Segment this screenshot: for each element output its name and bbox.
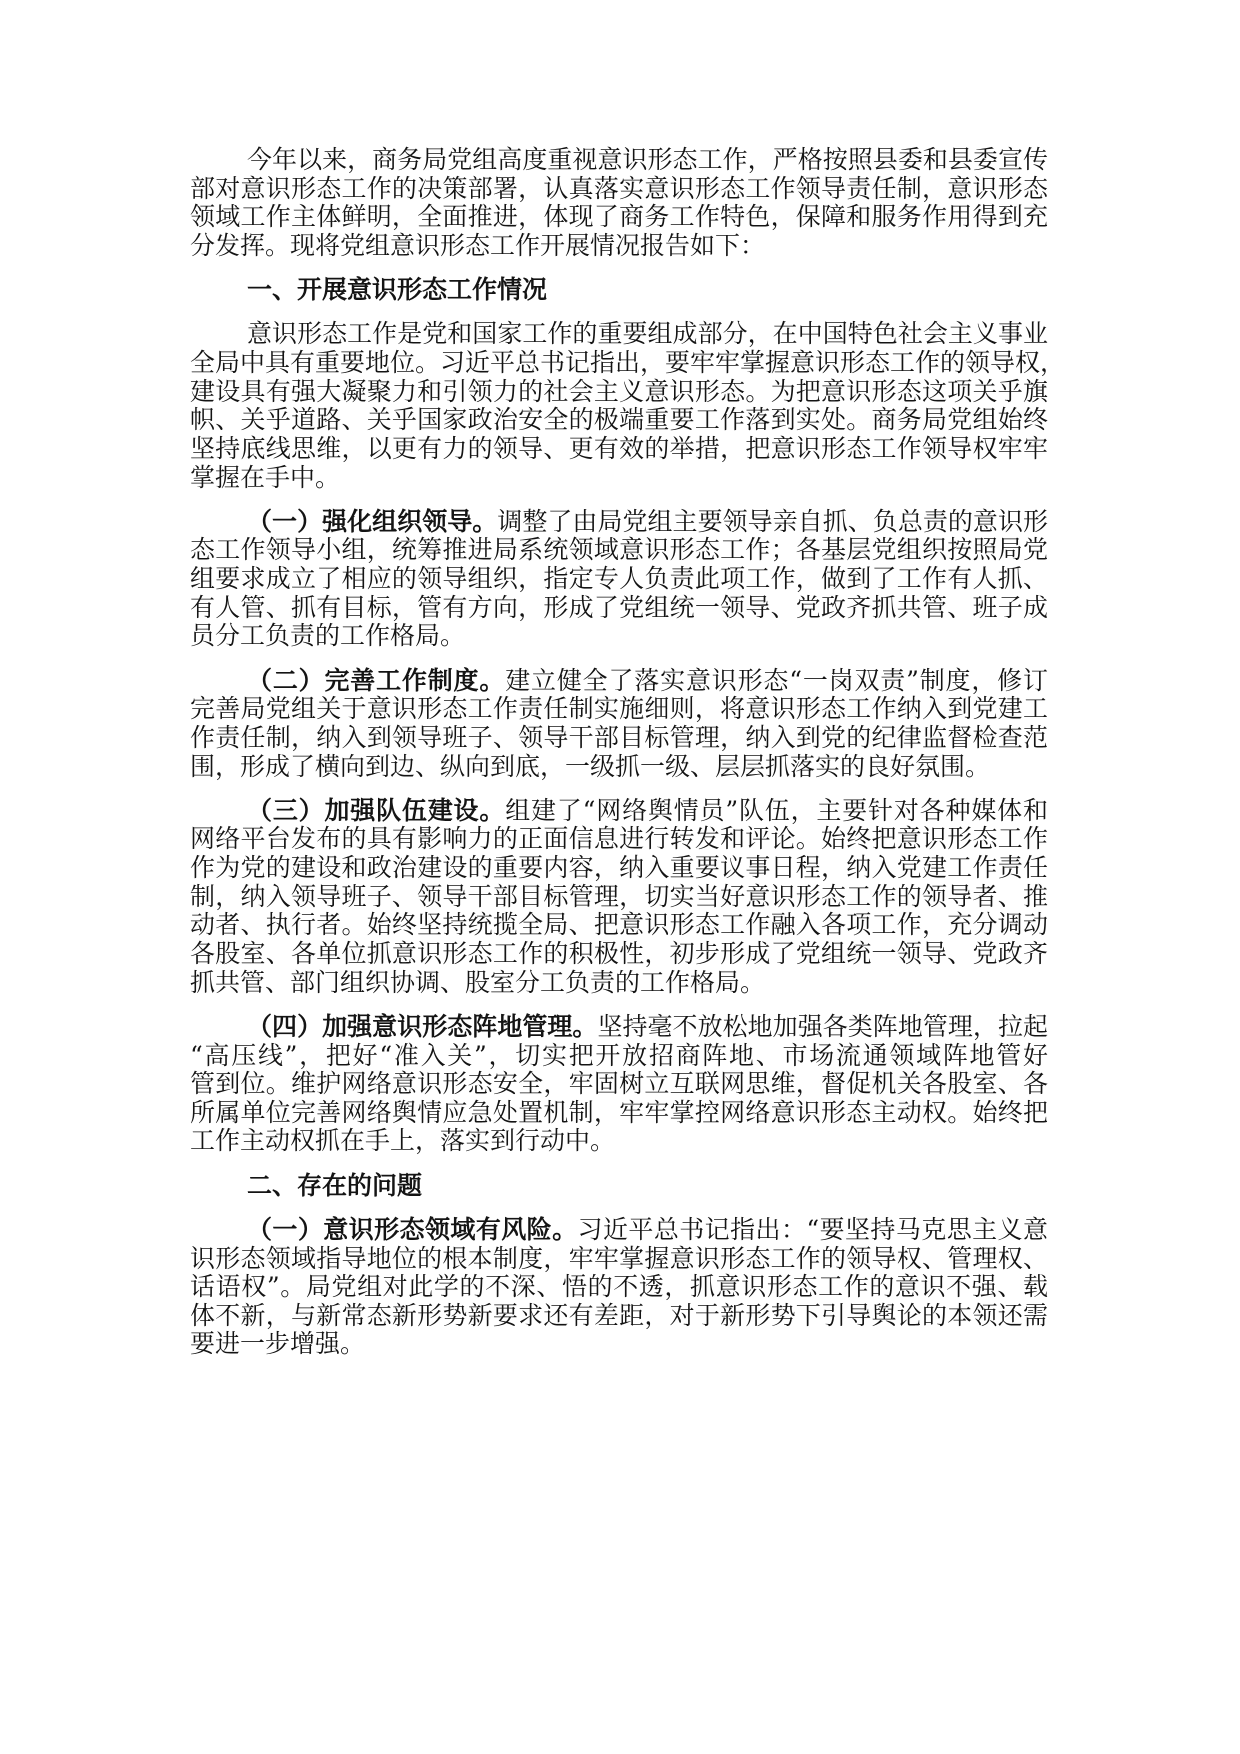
subsection-lead: （三）加强队伍建设。 (247, 795, 506, 825)
text-line (190, 667, 1048, 696)
text-line: 话语权”。局党组对此学的不深、悟的不透，抓意识形态工作的意识不强、载 (190, 1272, 1048, 1302)
text-line: 要进一步增强。 (190, 1329, 366, 1359)
text-line: 建设具有强大凝聚力和引领力的社会主义意识形态。为把意识形态这项关乎旗 (190, 376, 1048, 406)
subsection-organization-leadership (190, 508, 1048, 651)
text-line: 全局中具有重要地位。习近平总书记指出，要牢牢掌握意识形态工作的领导权， (190, 348, 1066, 378)
text-run: 组建了“网络舆情员”队伍，主要针对各种媒体和 (505, 795, 1048, 825)
text-line: 制，纳入领导班子、领导干部目标管理，切实当好意识形态工作的领导者、推 (190, 881, 1048, 911)
text-line: 围，形成了横向到边、纵向到底，一级抓一级、层层抓落实的良好氛围。 (190, 751, 991, 781)
text-line: 部对意识形态工作的决策部署，认真落实意识形态工作领导责任制，意识形态 (190, 173, 1048, 203)
text-line: 完善局党组关于意识形态工作责任制实施细则，将意识形态工作纳入到党建工 (190, 694, 1048, 724)
text-line: 作责任制，纳入到领导班子、领导干部目标管理，纳入到党的纪律监督检查范 (190, 722, 1048, 752)
subsection-ideology-risk (190, 1216, 1048, 1359)
section-1-intro-paragraph (190, 319, 1066, 492)
heading-text: 一、开展意识形态工作情况 (247, 275, 548, 305)
text-line: 掌握在手中。 (190, 462, 341, 492)
text-line: 工作主动权抓在手上，落实到行动中。 (190, 1126, 616, 1156)
text-line: 所属单位完善网络舆情应急处置机制，牢牢掌控网络意识形态主动权。始终把 (190, 1097, 1048, 1127)
intro-paragraph (190, 146, 1048, 261)
subsection-lead: （一）强化组织领导。 (247, 506, 498, 536)
text-line (190, 508, 1048, 537)
text-line: 有人管、抓有目标，管有方向，形成了党组统一领导、党政齐抓共管、班子成 (190, 592, 1048, 622)
heading-text: 二、存在的问题 (247, 1170, 423, 1200)
text-line: 坚持底线思维，以更有力的领导、更有效的举措，把意识形态工作领导权牢牢 (190, 433, 1048, 463)
text-run: 坚持毫不放松地加强各类阵地管理，拉起 (597, 1011, 1048, 1041)
subsection-work-system (190, 667, 1048, 782)
text-line: 识形态领域指导地位的根本制度，牢牢掌握意识形态工作的领导权、管理权、 (190, 1243, 1048, 1273)
subsection-lead: （二）完善工作制度。 (247, 665, 506, 695)
section-heading-1 (190, 276, 1048, 305)
subsection-lead: （四）加强意识形态阵地管理。 (247, 1011, 598, 1041)
text-line: 今年以来，商务局党组高度重视意识形态工作，严格按照县委和县委宣传 (247, 145, 1048, 174)
text-line: 分发挥。现将党组意识形态工作开展情况报告如下： (190, 230, 766, 260)
text-line (190, 1013, 1048, 1042)
section-heading-2 (190, 1172, 1048, 1201)
subsection-position-management (190, 1013, 1048, 1156)
text-run: 建立健全了落实意识形态“一岗双责”制度，修订 (505, 665, 1048, 695)
text-line: 意识形态工作是党和国家工作的重要组成部分，在中国特色社会主义事业 (247, 319, 1048, 349)
text-line (190, 1216, 1048, 1245)
text-line: 态工作领导小组，统筹推进局系统领域意识形态工作；各基层党组织按照局党 (190, 535, 1048, 565)
document-page (190, 145, 1066, 1375)
text-line: 管到位。维护网络意识形态安全，牢固树立互联网思维，督促机关各股室、各 (190, 1069, 1048, 1099)
text-run: 调整了由局党组主要领导亲自抓、负总责的意识形 (497, 506, 1048, 536)
text-line: 领域工作主体鲜明，全面推进，体现了商务工作特色，保障和服务作用得到充 (190, 202, 1048, 232)
text-line (190, 797, 1048, 826)
text-line: 各股室、各单位抓意识形态工作的积极性，初步形成了党组统一领导、党政齐 (190, 938, 1048, 968)
text-line: 体不新，与新常态新形势新要求还有差距，对于新形势下引导舆论的本领还需 (190, 1300, 1048, 1330)
text-line: 作为党的建设和政治建设的重要内容，纳入重要议事日程，纳入党建工作责任 (190, 853, 1048, 883)
text-line: 帜、关乎道路、关乎国家政治安全的极端重要工作落到实处。商务局党组始终 (190, 405, 1048, 435)
text-run: 习近平总书记指出：“要坚持马克思主义意 (577, 1214, 1048, 1244)
text-line: 动者、执行者。始终坚持统揽全局、把意识形态工作融入各项工作，充分调动 (190, 910, 1048, 940)
text-line: 员分工负责的工作格局。 (190, 621, 466, 651)
text-line: 抓共管、部门组织协调、股室分工负责的工作格局。 (190, 967, 766, 997)
text-line: “高压线”，把好“准入关”，切实把开放招商阵地、市场流通领域阵地管好 (190, 1040, 1048, 1070)
text-line: 组要求成立了相应的领导组织，指定专人负责此项工作，做到了工作有人抓、 (190, 564, 1048, 594)
text-line: 网络平台发布的具有影响力的正面信息进行转发和评论。始终把意识形态工作 (190, 824, 1048, 854)
subsection-lead: （一）意识形态领域有风险。 (247, 1214, 578, 1244)
subsection-team-building (190, 797, 1048, 997)
